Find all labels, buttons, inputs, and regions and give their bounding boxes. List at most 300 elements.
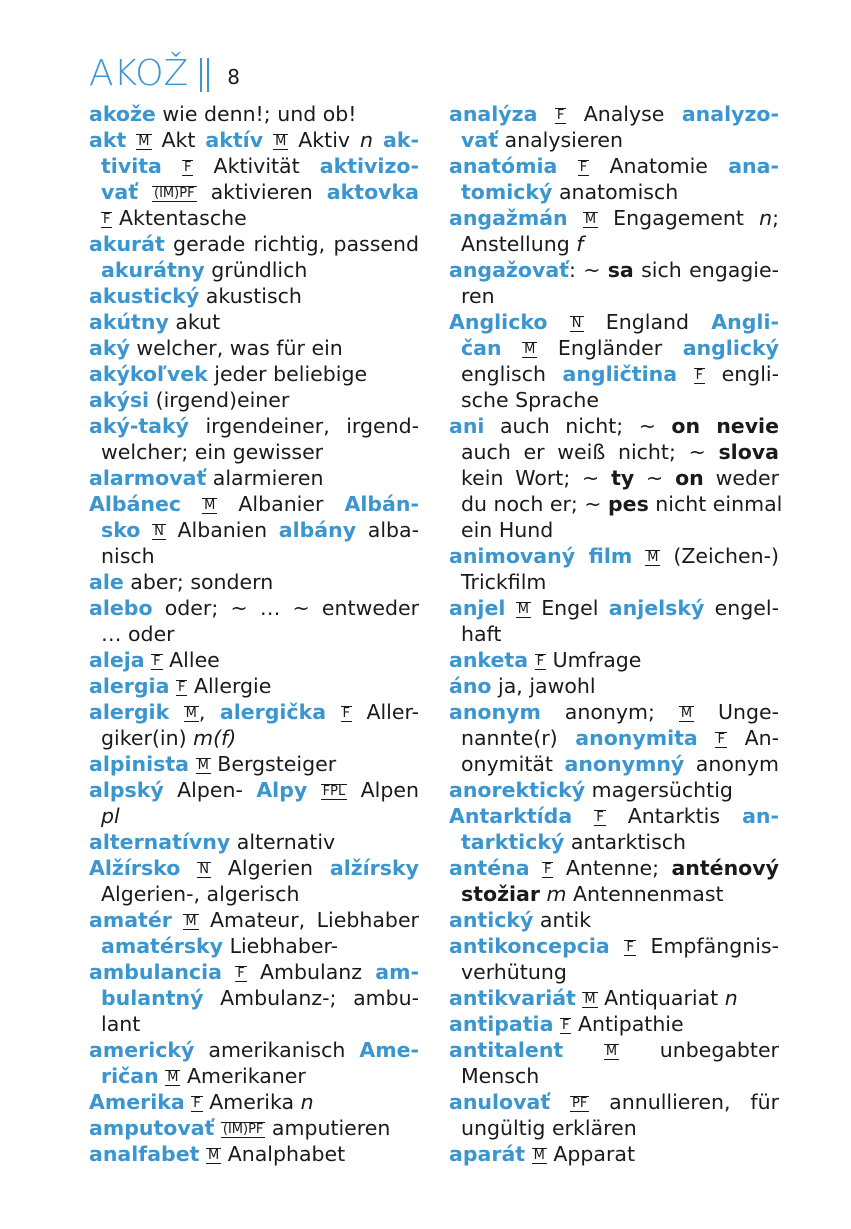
- translation-text: Apparat: [546, 1142, 635, 1166]
- headword: akurátny: [101, 258, 205, 282]
- dictionary-column-left: [89, 101, 419, 1167]
- dictionary-line: [89, 257, 419, 283]
- translation-text: [550, 1090, 570, 1114]
- gender-label: M: [680, 706, 693, 721]
- translation-text: [169, 700, 183, 724]
- headword: tivita: [101, 154, 162, 178]
- translation-text: Engel: [530, 596, 609, 620]
- headword: an-: [742, 804, 779, 828]
- headword: Angli-: [711, 310, 779, 334]
- dictionary-line: [89, 101, 419, 127]
- headword: áno: [449, 674, 492, 698]
- translation-text: Allergie: [187, 674, 272, 698]
- translation-text: sche Sprache: [461, 388, 599, 412]
- translation-text: Umfrage: [546, 648, 642, 672]
- headword: Ame-: [359, 1038, 419, 1062]
- headword: alpský: [89, 778, 164, 802]
- headword: angažovať: [449, 258, 569, 282]
- translation-text: [180, 856, 197, 880]
- headword: Amerika: [89, 1090, 185, 1114]
- headword: antipatia: [449, 1012, 554, 1036]
- headword: sko: [101, 518, 141, 542]
- gender-label: F: [177, 680, 186, 695]
- translation-text: auch er weiß nicht; ~: [461, 440, 719, 464]
- translation-text: antik: [533, 908, 592, 932]
- gender-label: M: [207, 1148, 220, 1163]
- headword: aký-taký: [89, 414, 189, 438]
- translation-text: [126, 128, 136, 152]
- headword: alergia: [89, 674, 170, 698]
- translation-text: (irgend)einer: [149, 388, 290, 412]
- dictionary-line: [449, 725, 779, 751]
- translation-text: [263, 128, 273, 152]
- translation-text: nannte(r): [461, 726, 576, 750]
- translation-text: onymität: [461, 752, 565, 776]
- gender-label: M: [185, 706, 197, 721]
- dictionary-line: [449, 465, 779, 491]
- dictionary-line: [449, 127, 779, 153]
- headword: anatómia: [449, 154, 558, 178]
- translation-text: Antipathie: [571, 1012, 684, 1036]
- translation-text: (Zeichen-): [660, 544, 779, 568]
- translation-text: [548, 310, 570, 334]
- headword: akože: [89, 102, 156, 126]
- headword: amatérsky: [101, 934, 224, 958]
- grammar-note: m: [546, 882, 567, 906]
- headword: anketa: [449, 648, 529, 672]
- dictionary-line: [449, 309, 779, 335]
- headword: akustický: [89, 284, 200, 308]
- dictionary-line: [449, 491, 783, 517]
- dictionary-line: [449, 205, 779, 231]
- gender-label: F: [561, 1018, 570, 1033]
- dictionary-line: [449, 361, 779, 387]
- phrase: slova: [718, 440, 779, 464]
- headword: aktivizo-: [319, 154, 419, 178]
- dictionary-line: [449, 179, 779, 205]
- dictionary-line: [89, 933, 419, 959]
- translation-text: Ambulanz: [246, 960, 376, 984]
- headword: ani: [449, 414, 485, 438]
- running-head-word: AKOŽ: [89, 53, 189, 94]
- headword: anonymný: [564, 752, 685, 776]
- translation-text: Amateur, Liebhaber: [198, 908, 419, 932]
- translation-text: Albanien: [165, 518, 279, 542]
- headword: ambulancia: [89, 960, 222, 984]
- translation-text: alternativ: [230, 830, 336, 854]
- dictionary-line: [89, 829, 419, 855]
- translation-text: Empfängnis-: [635, 934, 779, 958]
- dictionary-line: [89, 699, 419, 725]
- translation-text: [326, 700, 340, 724]
- gender-label: F: [695, 368, 704, 383]
- translation-text: alarmieren: [206, 466, 324, 490]
- translation-text: ~: [634, 466, 676, 490]
- gender-label: PF: [572, 1096, 588, 1111]
- dictionary-line: [89, 387, 419, 413]
- gender-label: F: [717, 732, 725, 747]
- gender-label: M: [167, 1070, 179, 1085]
- translation-text: aktivieren: [196, 180, 327, 204]
- translation-text: nisch: [101, 544, 155, 568]
- translation-text: Albanier: [217, 492, 345, 516]
- dictionary-line: [449, 803, 779, 829]
- running-header: [89, 50, 240, 94]
- headword: akýkoľvek: [89, 362, 208, 386]
- translation-text: verhütung: [461, 960, 567, 984]
- translation-text: akut: [168, 310, 221, 334]
- gender-label: M: [584, 212, 597, 227]
- gender-label: N: [154, 524, 164, 539]
- translation-text: engel-: [704, 596, 779, 620]
- gender-label: N: [571, 316, 582, 331]
- headword: antický: [449, 908, 534, 932]
- headword: alarmovať: [89, 466, 207, 490]
- translation-text: Unge-: [694, 700, 779, 724]
- grammar-note: f: [576, 232, 584, 256]
- phrase: stožiar: [461, 882, 540, 906]
- headword: albány: [278, 518, 357, 542]
- dictionary-line: [89, 647, 419, 673]
- dictionary-line: [449, 1089, 779, 1115]
- headword: analýza: [449, 102, 538, 126]
- translation-text: anatomisch: [552, 180, 679, 204]
- phrase: sa: [607, 258, 634, 282]
- headword: Albánec: [89, 492, 182, 516]
- dictionary-line: [89, 179, 419, 205]
- translation-text: magersüchtig: [585, 778, 733, 802]
- headword: amatér: [89, 908, 172, 932]
- translation-text: wie denn!; und ob!: [155, 102, 357, 126]
- dictionary-line: [449, 881, 779, 907]
- headword: antitalent: [449, 1038, 564, 1062]
- gender-label: F: [183, 160, 192, 175]
- dictionary-line: [89, 153, 419, 179]
- headword: akýsi: [89, 388, 150, 412]
- headword: angličtina: [562, 362, 678, 386]
- headword: Alpy: [256, 778, 308, 802]
- grammar-note: n: [360, 128, 374, 152]
- dictionary-line: [449, 985, 779, 1011]
- headword: vať: [101, 180, 138, 204]
- translation-text: ja, jawohl: [491, 674, 596, 698]
- translation-text: Akt: [151, 128, 206, 152]
- gender-label: FPL: [322, 784, 346, 799]
- translation-text: [632, 544, 645, 568]
- translation-text: Antennenmast: [566, 882, 724, 906]
- gender-label: F: [237, 966, 245, 981]
- gender-label: F: [579, 160, 588, 175]
- dictionary-line: [449, 621, 779, 647]
- dictionary-line: [449, 595, 779, 621]
- translation-text: [172, 908, 183, 932]
- headword: amputovať: [89, 1116, 215, 1140]
- gender-label: M: [197, 758, 209, 773]
- headword: aký: [89, 336, 130, 360]
- grammar-note: n: [759, 206, 773, 230]
- headword: ričan: [101, 1064, 159, 1088]
- translation-text: Aktentasche: [112, 206, 247, 230]
- translation-text: [373, 128, 383, 152]
- dictionary-line: [89, 725, 419, 751]
- headword: alergik: [89, 700, 170, 724]
- headword: aktív: [205, 128, 264, 152]
- dictionary-line: [449, 673, 779, 699]
- dictionary-line: [449, 257, 779, 283]
- headword: antikvariát: [449, 986, 576, 1010]
- translation-text: sich engagie-: [633, 258, 779, 282]
- dictionary-line: [449, 153, 779, 179]
- gender-label: M: [275, 134, 287, 149]
- translation-text: [307, 778, 320, 802]
- headword: akt: [89, 128, 127, 152]
- dictionary-line: [89, 1011, 419, 1037]
- translation-text: [530, 856, 542, 880]
- gender-label: F: [556, 108, 565, 123]
- dictionary-line: [89, 205, 419, 231]
- translation-text: anonym;: [540, 700, 679, 724]
- headword: alternatívny: [89, 830, 231, 854]
- dictionary-column-right: [449, 101, 783, 1167]
- headword: americký: [89, 1038, 195, 1062]
- translation-text: ,: [198, 700, 220, 724]
- translation-text: [572, 804, 594, 828]
- double-bar-divider-icon: [200, 58, 209, 92]
- headword: analfabet: [89, 1142, 200, 1166]
- translation-text: Analphabet: [221, 1142, 346, 1166]
- translation-text: oder; ~ … ~ entweder: [152, 596, 419, 620]
- phrase: on: [675, 466, 704, 490]
- headword: anulovať: [449, 1090, 551, 1114]
- translation-text: Ambulanz-; ambu-: [203, 986, 419, 1010]
- translation-text: [610, 934, 625, 958]
- dictionary-line: [449, 647, 779, 673]
- translation-text: ;: [772, 206, 779, 230]
- dictionary-line: [449, 387, 779, 413]
- gender-label: M: [138, 134, 150, 149]
- gender-label: F: [543, 862, 552, 877]
- phrase: pes: [608, 492, 649, 516]
- gender-label: F: [193, 1096, 201, 1111]
- translation-text: haft: [461, 622, 502, 646]
- headword: anjel: [449, 596, 506, 620]
- headword: anglický: [682, 336, 779, 360]
- translation-text: Alpen-: [163, 778, 257, 802]
- gender-label: M: [647, 550, 659, 565]
- headword: ale: [89, 570, 124, 594]
- gender-label: M: [584, 992, 596, 1007]
- dictionary-line: [89, 309, 419, 335]
- headword: alžírsky: [329, 856, 419, 880]
- dictionary-line: [89, 621, 419, 647]
- dictionary-line: [89, 335, 419, 361]
- dictionary-line: [89, 1115, 419, 1141]
- translation-text: [181, 492, 202, 516]
- headword: aparát: [449, 1142, 526, 1166]
- dictionary-line: [449, 283, 779, 309]
- dictionary-line: [89, 543, 419, 569]
- dictionary-line: [89, 517, 419, 543]
- translation-text: englisch: [461, 362, 563, 386]
- headword: aktovka: [326, 180, 419, 204]
- translation-text: Amerika: [202, 1090, 301, 1114]
- dictionary-line: [89, 881, 419, 907]
- gender-label: (IM)PF: [154, 186, 195, 201]
- grammar-note: m(f): [193, 726, 237, 750]
- translation-text: Liebhaber-: [223, 934, 338, 958]
- headword: animovaný film: [449, 544, 633, 568]
- dictionary-line: [89, 569, 419, 595]
- dictionary-line: [89, 985, 419, 1011]
- translation-text: gerade richtig, passend: [164, 232, 419, 256]
- translation-text: ren: [461, 284, 495, 308]
- dictionary-line: [89, 231, 419, 257]
- translation-text: gründlich: [204, 258, 308, 282]
- dictionary-line: [449, 699, 779, 725]
- headword: alebo: [89, 596, 153, 620]
- translation-text: alba-: [356, 518, 419, 542]
- dictionary-line: [89, 907, 419, 933]
- dictionary-line: [89, 361, 419, 387]
- translation-text: lant: [101, 1012, 141, 1036]
- phrase: anténový: [671, 856, 779, 880]
- translation-text: England: [583, 310, 712, 334]
- headword: angažmán: [449, 206, 568, 230]
- headword: bulantný: [101, 986, 204, 1010]
- translation-text: [502, 336, 523, 360]
- translation-text: ungültig erklären: [461, 1116, 637, 1140]
- dictionary-line: [449, 101, 779, 127]
- translation-text: Anstellung: [461, 232, 577, 256]
- headword: tomický: [461, 180, 553, 204]
- translation-text: Antenne;: [553, 856, 672, 880]
- translation-text: An-: [726, 726, 779, 750]
- translation-text: welcher; ein gewisser: [101, 440, 324, 464]
- dictionary-line: [89, 777, 419, 803]
- headword: akurát: [89, 232, 165, 256]
- dictionary-line: [449, 335, 779, 361]
- translation-text: Engländer: [537, 336, 683, 360]
- translation-text: [505, 596, 515, 620]
- translation-text: Algerien-, algerisch: [101, 882, 300, 906]
- translation-text: anonym: [684, 752, 779, 776]
- gender-label: M: [204, 498, 216, 513]
- translation-text: Mensch: [461, 1064, 540, 1088]
- translation-text: amputieren: [265, 1116, 391, 1140]
- headword: aleja: [89, 648, 145, 672]
- headword: Anglicko: [449, 310, 548, 334]
- dictionary-line: [449, 413, 779, 439]
- gender-label: N: [199, 862, 209, 877]
- translation-text: antarktisch: [564, 830, 687, 854]
- translation-text: welcher, was für ein: [129, 336, 343, 360]
- dictionary-line: [449, 751, 779, 777]
- translation-text: Analyse: [566, 102, 682, 126]
- translation-text: weder: [703, 466, 780, 490]
- headword: anonymita: [575, 726, 698, 750]
- dictionary-line: [449, 231, 779, 257]
- headword: anténa: [449, 856, 530, 880]
- translation-text: Alpen: [347, 778, 419, 802]
- phrase: ty: [611, 466, 635, 490]
- headword: am-: [375, 960, 419, 984]
- gender-label: M: [533, 1148, 545, 1163]
- translation-text: … oder: [101, 622, 175, 646]
- translation-text: [698, 726, 716, 750]
- gender-label: M: [517, 602, 529, 617]
- translation-text: Anatomie: [589, 154, 729, 178]
- dictionary-line: [89, 283, 419, 309]
- dictionary-line: [449, 439, 779, 465]
- dictionary-line: [449, 855, 779, 881]
- translation-text: [557, 154, 577, 178]
- dictionary-line: [89, 1063, 419, 1089]
- headword: vať: [461, 128, 498, 152]
- dictionary-line: [449, 959, 779, 985]
- translation-text: [537, 102, 554, 126]
- gender-label: M: [185, 914, 197, 929]
- page-number: 8: [227, 65, 240, 89]
- gender-label: F: [626, 940, 634, 955]
- translation-text: Aktivität: [193, 154, 320, 178]
- headword: tarktický: [461, 830, 565, 854]
- translation-text: Bergsteiger: [210, 752, 337, 776]
- dictionary-line: [89, 855, 419, 881]
- phrase: on nevie: [671, 414, 779, 438]
- translation-text: [568, 206, 583, 230]
- translation-text: [677, 362, 694, 386]
- translation-text: Amerikaner: [180, 1064, 306, 1088]
- translation-text: [162, 154, 182, 178]
- dictionary-line: [89, 803, 419, 829]
- gender-label: (IM)PF: [222, 1122, 264, 1137]
- headword: ana-: [728, 154, 779, 178]
- translation-text: auch nicht; ~: [484, 414, 672, 438]
- headword: Antarktída: [449, 804, 573, 828]
- translation-text: [138, 180, 152, 204]
- dictionary-line: [449, 1063, 779, 1089]
- gender-label: F: [342, 706, 350, 721]
- dictionary-line: [89, 413, 419, 439]
- dictionary-line: [449, 517, 779, 543]
- dictionary-line: [89, 673, 419, 699]
- translation-text: unbegabter: [619, 1038, 779, 1062]
- translation-text: annullieren, für: [589, 1090, 779, 1114]
- translation-text: kein Wort; ~: [461, 466, 612, 490]
- dictionary-line: [449, 777, 779, 803]
- dictionary-line: [449, 1141, 779, 1167]
- dictionary-line: [449, 907, 779, 933]
- dictionary-line: [89, 1089, 419, 1115]
- headword: analyzo-: [681, 102, 779, 126]
- grammar-note: n: [300, 1090, 314, 1114]
- headword: Alžírsko: [89, 856, 181, 880]
- dictionary-line: [89, 465, 419, 491]
- grammar-note: pl: [101, 804, 120, 828]
- headword: anjelský: [608, 596, 705, 620]
- translation-text: aber; sondern: [123, 570, 274, 594]
- translation-text: akustisch: [199, 284, 302, 308]
- gender-label: F: [153, 654, 161, 669]
- translation-text: analysieren: [498, 128, 624, 152]
- translation-text: jeder beliebige: [207, 362, 368, 386]
- dictionary-line: [89, 751, 419, 777]
- dictionary-line: [89, 1141, 419, 1167]
- headword: anonym: [449, 700, 541, 724]
- translation-text: ein Hund: [461, 518, 554, 542]
- gender-label: M: [605, 1044, 618, 1059]
- translation-text: Antiquariat: [597, 986, 725, 1010]
